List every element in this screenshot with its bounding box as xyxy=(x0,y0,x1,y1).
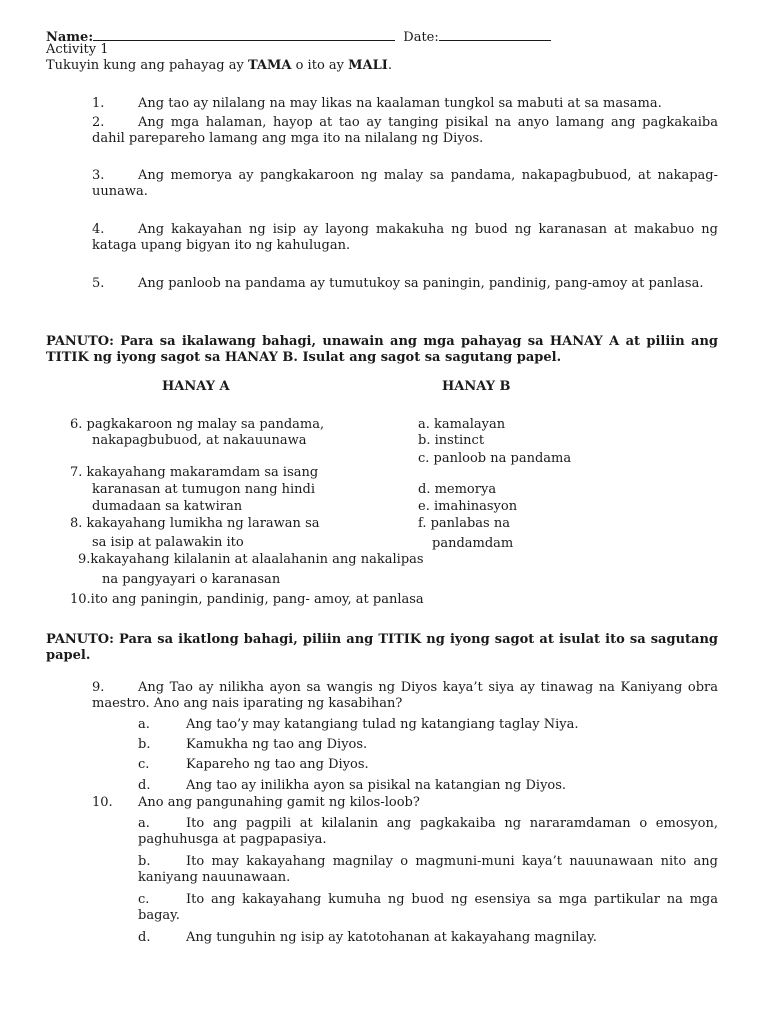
part3-instructions: PANUTO: Para sa ikatlong bahagi, piliin ang TITIK ng iyong sagot at isulat ito sa sagutang papel. xyxy=(46,632,718,663)
question-text: Ang Tao ay nilikha ayon sa wangis ng Diyos kaya’t siya ay tinawag na Kaniyang obra maestro. Ano ang nais iparating ng kasabihan? xyxy=(92,680,718,711)
hanay-a-line: 10.ito ang paningin, pandinig, pang- amoy, at panlasa xyxy=(70,592,424,607)
hanay-a-line: 8. kakayahang lumikha ng larawan sa xyxy=(70,516,320,531)
instr-mali: MALI xyxy=(348,58,388,73)
choice-letter: a. xyxy=(138,816,150,831)
hanay-a-line: 7. kakayahang makaramdam sa isang xyxy=(70,465,319,480)
hanay-a-line: nakapagbubuod, at nakauunawa xyxy=(92,433,307,448)
item-number: 3. xyxy=(92,168,105,183)
choice-letter: a. xyxy=(138,717,150,732)
item-number: 5. xyxy=(92,276,105,291)
item-text: Ang mga halaman, hayop at tao ay tanging pisikal na anyo lamang ang pagkakaiba dahil parepareho lamang ang mga ito na nilalang ng Diyos. xyxy=(92,115,718,146)
hanay-b-line: d. memorya xyxy=(418,482,497,497)
item-text: Ang memorya ay pangkakaroon ng malay sa pandama, nakapagbubuod, at nakapag-uunawa. xyxy=(92,168,718,199)
question-number: 9. xyxy=(92,680,105,695)
question-number: 10. xyxy=(92,795,113,810)
item-number: 4. xyxy=(92,222,105,237)
choice-text: Ito may kakayahang magnilay o magmuni-muni kaya’t nauunawaan nito ang kaniyang nauunawaan. xyxy=(138,854,718,885)
item-text: Ang panloob na pandama ay tumutukoy sa paningin, pandinig, pang-amoy at panlasa. xyxy=(138,276,704,291)
choice-letter: d. xyxy=(138,930,151,945)
choice-text: Ito ang kakayahang kumuha ng buod ng esensiya sa mga partikular na mga bagay. xyxy=(138,892,718,923)
hanay-b-line: a. kamalayan xyxy=(418,417,506,432)
choice-letter: c. xyxy=(138,757,150,772)
hanay-b-line: e. imahinasyon xyxy=(418,499,518,514)
hanay-a-line: karanasan at tumugon nang hindi xyxy=(92,482,316,497)
hanay-a-line: na pangyayari o karanasan xyxy=(102,572,281,587)
date-blank xyxy=(439,27,551,41)
hanay-b-line: b. instinct xyxy=(418,433,485,448)
activity-instructions xyxy=(46,58,392,74)
hanay-b-line: pandamdam xyxy=(432,536,514,551)
item-text: Ang kakayahan ng isip ay layong makakuha ng buod ng karanasan at makabuo ng kataga upang bigyan ito ng kahulugan. xyxy=(92,222,718,253)
name-blank xyxy=(93,27,395,41)
hanay-a-heading: HANAY A xyxy=(162,379,230,394)
hanay-b-heading: HANAY B xyxy=(442,379,511,394)
item-text: Ang tao ay nilalang na may likas na kaalaman tungkol sa mabuti at sa masama. xyxy=(138,96,662,111)
name-label: Name: xyxy=(46,30,94,45)
hanay-a-line: dumadaan sa katwiran xyxy=(92,499,243,514)
choice-letter: c. xyxy=(138,892,150,907)
hanay-b-line: c. panloob na pandama xyxy=(418,451,572,466)
name-line xyxy=(46,27,551,46)
choice-text: Kamukha ng tao ang Diyos. xyxy=(186,737,368,752)
question-text: Ano ang pangunahing gamit ng kilos-loob? xyxy=(138,795,420,810)
choice-letter: d. xyxy=(138,778,151,793)
instr-tama: TAMA xyxy=(247,58,292,73)
instr-text: . xyxy=(387,58,392,73)
date-label: Date: xyxy=(403,30,439,45)
part2-instructions: PANUTO: Para sa ikalawang bahagi, unawain ang mga pahayag sa HANAY A at piliin ang TITIK ng iyong sagot sa HANAY B. Isulat ang sagot sa sagutang papel. xyxy=(46,334,718,365)
hanay-a-line: 6. pagkakaroon ng malay sa pandama, xyxy=(70,417,325,432)
activity-title: Activity 1 xyxy=(46,42,109,57)
hanay-a-line: 9.kakayahang kilalanin at alaalahanin ang nakalipas xyxy=(78,552,424,567)
hanay-b-line: f. panlabas na xyxy=(418,516,510,531)
hanay-a-line: sa isip at palawakin ito xyxy=(92,535,244,550)
choice-text: Ang tao’y may katangiang tulad ng katangiang taglay Niya. xyxy=(186,717,579,732)
choice-letter: b. xyxy=(138,854,151,869)
item-number: 1. xyxy=(92,96,105,111)
choice-text: Ang tao ay inilikha ayon sa pisikal na katangian ng Diyos. xyxy=(186,778,567,793)
choice-text: Ang tunguhin ng isip ay katotohanan at kakayahang magnilay. xyxy=(186,930,597,945)
item-number: 2. xyxy=(92,115,105,130)
instr-text: o ito ay xyxy=(291,58,349,73)
instr-text: Tukuyin kung ang pahayag ay xyxy=(46,58,248,73)
choice-text: Kapareho ng tao ang Diyos. xyxy=(186,757,369,772)
choice-letter: b. xyxy=(138,737,151,752)
choice-text: Ito ang pagpili at kilalanin ang pagkakaiba ng nararamdaman o emosyon, paghuhusga at pagpapasiya. xyxy=(138,816,718,847)
